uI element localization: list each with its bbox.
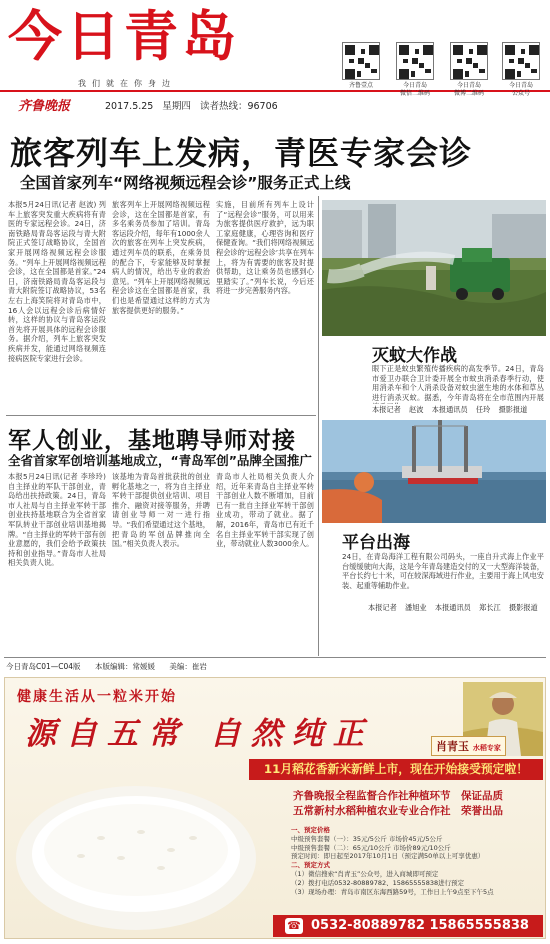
- story2-column-3: 青岛市人社局相关负责人介绍，近年来青岛自主择业军转干部创业人数不断增加，目前已有一批自主择业军转干部创业成功，带动了就业。据了解，2016年，青岛市已有近千名自主择业军转干部实现了创业，带动就业人数3000余人。: [216, 472, 314, 549]
- qr-code-icon[interactable]: [450, 42, 488, 80]
- qr-caption: 今日青岛 微信二维码: [399, 82, 430, 97]
- photo1-caption: 眼下正是蚊虫繁殖传播疾病的高发季节。24日，青岛市爱卫办联合卫计委开展全市蚊虫消杀春季行动，使用消杀车和个人消杀设备对蚊虫滋生地的水体和草丛进行消杀灭蚊。据悉，今年青岛将在全市范围内开展: [372, 364, 544, 402]
- ad-guarantee-line-1: 保证品质: [461, 790, 503, 802]
- ad-list-item: 预定时间：即日起至2017年10月1日（预定满50单以上可享优惠）: [291, 852, 485, 861]
- ad-slogan: 源自五常 自然纯正: [25, 716, 374, 752]
- rice-advertisement[interactable]: [4, 677, 546, 939]
- reader-hotline: 读者热线：96706: [199, 101, 278, 112]
- ad-brand-label: [431, 736, 506, 756]
- qr-code-icon[interactable]: [342, 42, 380, 80]
- ad-brand-title: 水稻专家: [472, 744, 501, 752]
- footer-designer: 美编：崔岩: [169, 662, 207, 671]
- ad-guarantee-line-2: 荣誉出品: [461, 805, 503, 817]
- phone-icon: ☎: [285, 918, 303, 934]
- offshore-platform-photo[interactable]: [322, 420, 546, 523]
- ad-list-item: 二、预定方式: [291, 861, 330, 870]
- qr-caption: 齐鲁壹点: [348, 82, 373, 89]
- footer-editor: 本版编辑：常媛媛: [94, 662, 155, 671]
- ad-phone-number[interactable]: 0532-80889782 15865555838: [311, 918, 529, 933]
- parent-brand: 齐鲁晚报: [18, 99, 71, 114]
- story1-column-3: 实施，目前所有列车上设计了“远程会诊”服务，可以用来为旅客提供医疗救护，远为职工家庭健康，心理咨询和医疗保健查询。“我们将网络视频远程会诊的‘远程会诊’共享在列车上，将为有需要的旅客及时提供帮助，这让乘务员也感到心里踏实了。”列车长说，今后还将进一步完善服务内容。: [216, 200, 314, 296]
- issue-info: [105, 98, 284, 112]
- ad-list-item: （2）拨打电话0532-80889782、15865555838进行预定: [291, 878, 465, 887]
- qr-code-icon[interactable]: [396, 42, 434, 80]
- ad-tagline: 健康生活从一粒米开始: [17, 689, 177, 705]
- footer-rule: [4, 657, 546, 658]
- story2-column-1: 本报5月24日讯(记者 李珍玲) 自主择业的军队干部创业，青岛给出扶持政策。24日，青岛市人社局与自主择业军转干部创业扶持基地联合为全省首家军队转业干部创业培训基地揭牌。“自主择业的军转干部有创业意愿的，我们会给予政策扶持和创业指导。”青岛市人社局相关负责人说。: [8, 472, 106, 568]
- masthead: [0, 0, 550, 120]
- photo1-title: 灭蚊大作战: [372, 346, 457, 366]
- main-headline[interactable]: 旅客列车上发病，青医专家会诊: [10, 134, 473, 172]
- photo2-credit: 本报记者 潘旭业 本报通讯员 郑长江 摄影报道: [368, 603, 538, 612]
- issue-date: 2017.5.25: [105, 101, 154, 112]
- page-footer: [6, 661, 219, 672]
- photo2-caption: 24日，在青岛海洋工程有限公司码头，一座自升式海上作业平台缓缓驶向大海，这是今年青岛建造交付的又一大型海洋装备，平台长约七十米，可在较深海域进行作业，主要用于海上风电安装、起重等辅助作业。: [342, 552, 544, 590]
- photo1-credit: 本报记者 赵波 本报通讯员 任玲 摄影报道: [372, 405, 528, 414]
- issue-weekday: 星期四: [162, 101, 191, 112]
- column-divider: [318, 196, 319, 656]
- newspaper-logo: 今日青岛: [8, 5, 240, 68]
- ad-price-list: [291, 826, 541, 896]
- qr-caption: 今日青岛 公众号: [508, 82, 533, 97]
- qr-code-group: [340, 42, 550, 112]
- ad-guarantee: [461, 789, 503, 819]
- mosquito-spray-photo[interactable]: [322, 200, 546, 336]
- photo2-title: 平台出海: [342, 533, 410, 553]
- ad-brand-name: 肖青玉: [436, 740, 469, 753]
- ad-list-item: 中级预售套餐（二）：65元/10公斤 市场价89元/10公斤: [291, 843, 451, 852]
- ad-presale-banner[interactable]: 11月稻花香新米新鲜上市，现在开始接受预定啦！: [249, 759, 543, 780]
- section-divider: [6, 415, 316, 416]
- story1-column-2: 旅客列车上开展网络视频远程会诊，这在全国都是首家，有多名乘务员参加了培训。青岛客运段介绍，每年有1000余人次的旅客在列车上突发疾病，通过列车员的联系，在乘务员的配合下，专家能够及时掌握病人的情况，给出专业的救治意见。“列车上开展网络视频远程会诊这在全国都是首家，我们也是希望通过这样的方式为旅客提供更好的服务。”: [112, 200, 210, 315]
- ad-list-item: （3）现场办理：青岛市南区东海西路59号，工作日上午9点至下午5点: [291, 887, 494, 896]
- qr-caption: 今日青岛 微博二维码: [453, 82, 484, 97]
- ad-list-item: （1）微信搜索“肖青玉”公众号，进入商城即可预定: [291, 869, 439, 878]
- ad-list-heading: 一、预定价格: [291, 826, 330, 834]
- second-headline[interactable]: 军人创业，基地聘导师对接: [8, 428, 296, 454]
- story2-column-2: 该基地为青岛首批获批的创业孵化基地之一，将为自主择业军转干部提供创业培训、项目推介、融资对接等服务，并聘请创业导师一对一进行指导。“我们希望通过这个基地，把青岛的军创品牌推向全国。”相关负责人表示。: [112, 472, 210, 549]
- ad-org-line-2: 五常新村水稻种植农业专业合作社: [293, 805, 451, 817]
- masthead-slogan: 我们就在你身边: [78, 79, 176, 88]
- main-subheadline: 全国首家列车“网络视频远程会诊”服务正式上线: [20, 174, 351, 192]
- qr-code-icon[interactable]: [502, 42, 540, 80]
- ad-list-item: 中级预售套餐（一）：35元/5公斤 市场价45元/5公斤: [291, 834, 443, 843]
- second-subheadline: 全省首家军创培训基地成立，“青岛军创”品牌全国推广: [8, 453, 312, 468]
- story1-column-1: 本报5月24日讯(记者 赵波) 列车上旅客突发重大疾病将有青医的专家远程会诊。24日，济南铁路局青岛客运段与青大附院正式签订战略协议，全国首家开展网络视频远程会诊服务。“列车上开展网络视频远程会诊，这在全国都是首家。”24日，济南铁路局青岛客运段与青大附院签订战略协议，53名左右上海笑院将对青岛市中，16人会以远程会诊后病情好转，这样的协议与青岛客运段首先将开展具体的远程会诊服务。据介绍，列车上旅客突发疾病并发，能通过网络视频连接病医院专家进行会诊。: [8, 200, 106, 363]
- ad-phone-bar[interactable]: [273, 915, 543, 937]
- footer-pages: 今日青岛C01—C04版: [6, 662, 81, 671]
- ad-organizer: [293, 789, 451, 819]
- ad-org-line-1: 齐鲁晚报全程监督合作社种植环节: [293, 790, 451, 802]
- rice-bowl-image: [11, 758, 261, 938]
